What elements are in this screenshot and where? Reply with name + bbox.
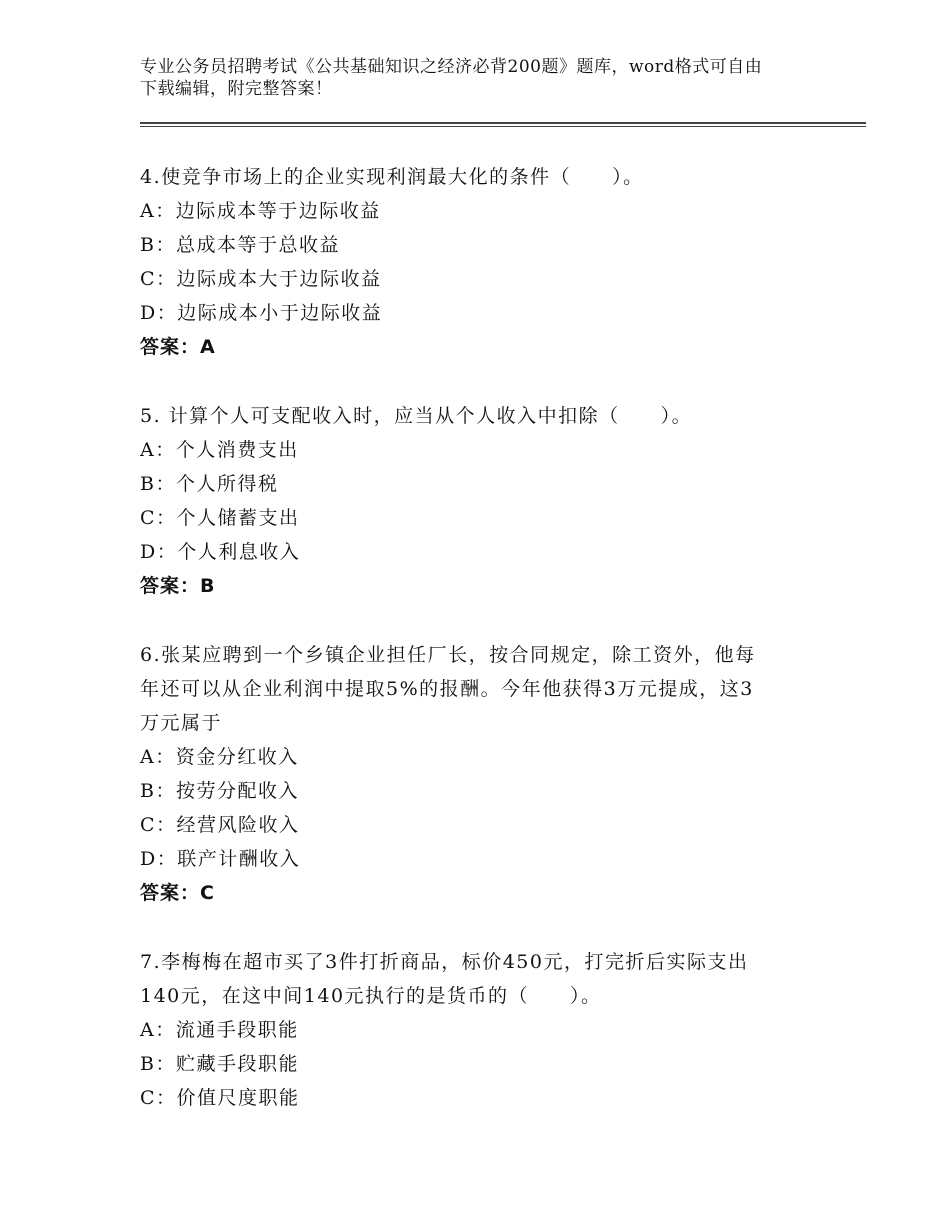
option-d: D：个人利息收入	[140, 541, 301, 563]
option-c: C：价值尺度职能	[140, 1087, 300, 1109]
option-c: C：经营风险收入	[140, 814, 300, 836]
option-a: A：资金分红收入	[140, 746, 299, 768]
answer: 答案：B	[140, 575, 216, 597]
document-header	[140, 56, 810, 100]
option-c: C：边际成本大于边际收益	[140, 268, 382, 290]
question-stem-line-2: 140元，在这中间140元执行的是货币的（ ）。	[140, 985, 602, 1007]
question-4	[140, 160, 810, 364]
question-stem: 4.使竞争市场上的企业实现利润最大化的条件（ ）。	[140, 166, 644, 188]
header-line-1: 专业公务员招聘考试《公共基础知识之经济必背200题》题库，word格式可自由	[140, 57, 763, 77]
option-b: B：贮藏手段职能	[140, 1053, 299, 1075]
option-a: A：边际成本等于边际收益	[140, 200, 381, 222]
question-list	[140, 160, 810, 1115]
option-a: A：个人消费支出	[140, 439, 299, 461]
question-stem: 5. 计算个人可支配收入时，应当从个人收入中扣除（ ）。	[140, 405, 693, 427]
option-b: B：按劳分配收入	[140, 780, 299, 802]
option-d: D：边际成本小于边际收益	[140, 302, 383, 324]
header-divider	[140, 122, 866, 124]
question-stem-line-2: 年还可以从企业利润中提取5%的报酬。今年他获得3万元提成，这3	[140, 678, 754, 700]
header-line-2: 下载编辑，附完整答案！	[140, 79, 333, 99]
answer: 答案：A	[140, 336, 216, 358]
question-stem-line-1: 7.李梅梅在超市买了3件打折商品，标价450元，打完折后实际支出	[140, 951, 749, 973]
question-stem-line-3: 万元属于	[140, 712, 223, 734]
option-d: D：联产计酬收入	[140, 848, 301, 870]
option-b: B：总成本等于总收益	[140, 234, 340, 256]
option-b: B：个人所得税	[140, 473, 279, 495]
answer: 答案：C	[140, 882, 215, 904]
question-stem-line-1: 6.张某应聘到一个乡镇企业担任厂长，按合同规定，除工资外，他每	[140, 644, 756, 666]
option-c: C：个人储蓄支出	[140, 507, 300, 529]
question-5	[140, 399, 810, 603]
header-divider-thin	[140, 126, 866, 127]
question-7	[140, 945, 810, 1115]
question-6	[140, 638, 810, 910]
option-a: A：流通手段职能	[140, 1019, 299, 1041]
